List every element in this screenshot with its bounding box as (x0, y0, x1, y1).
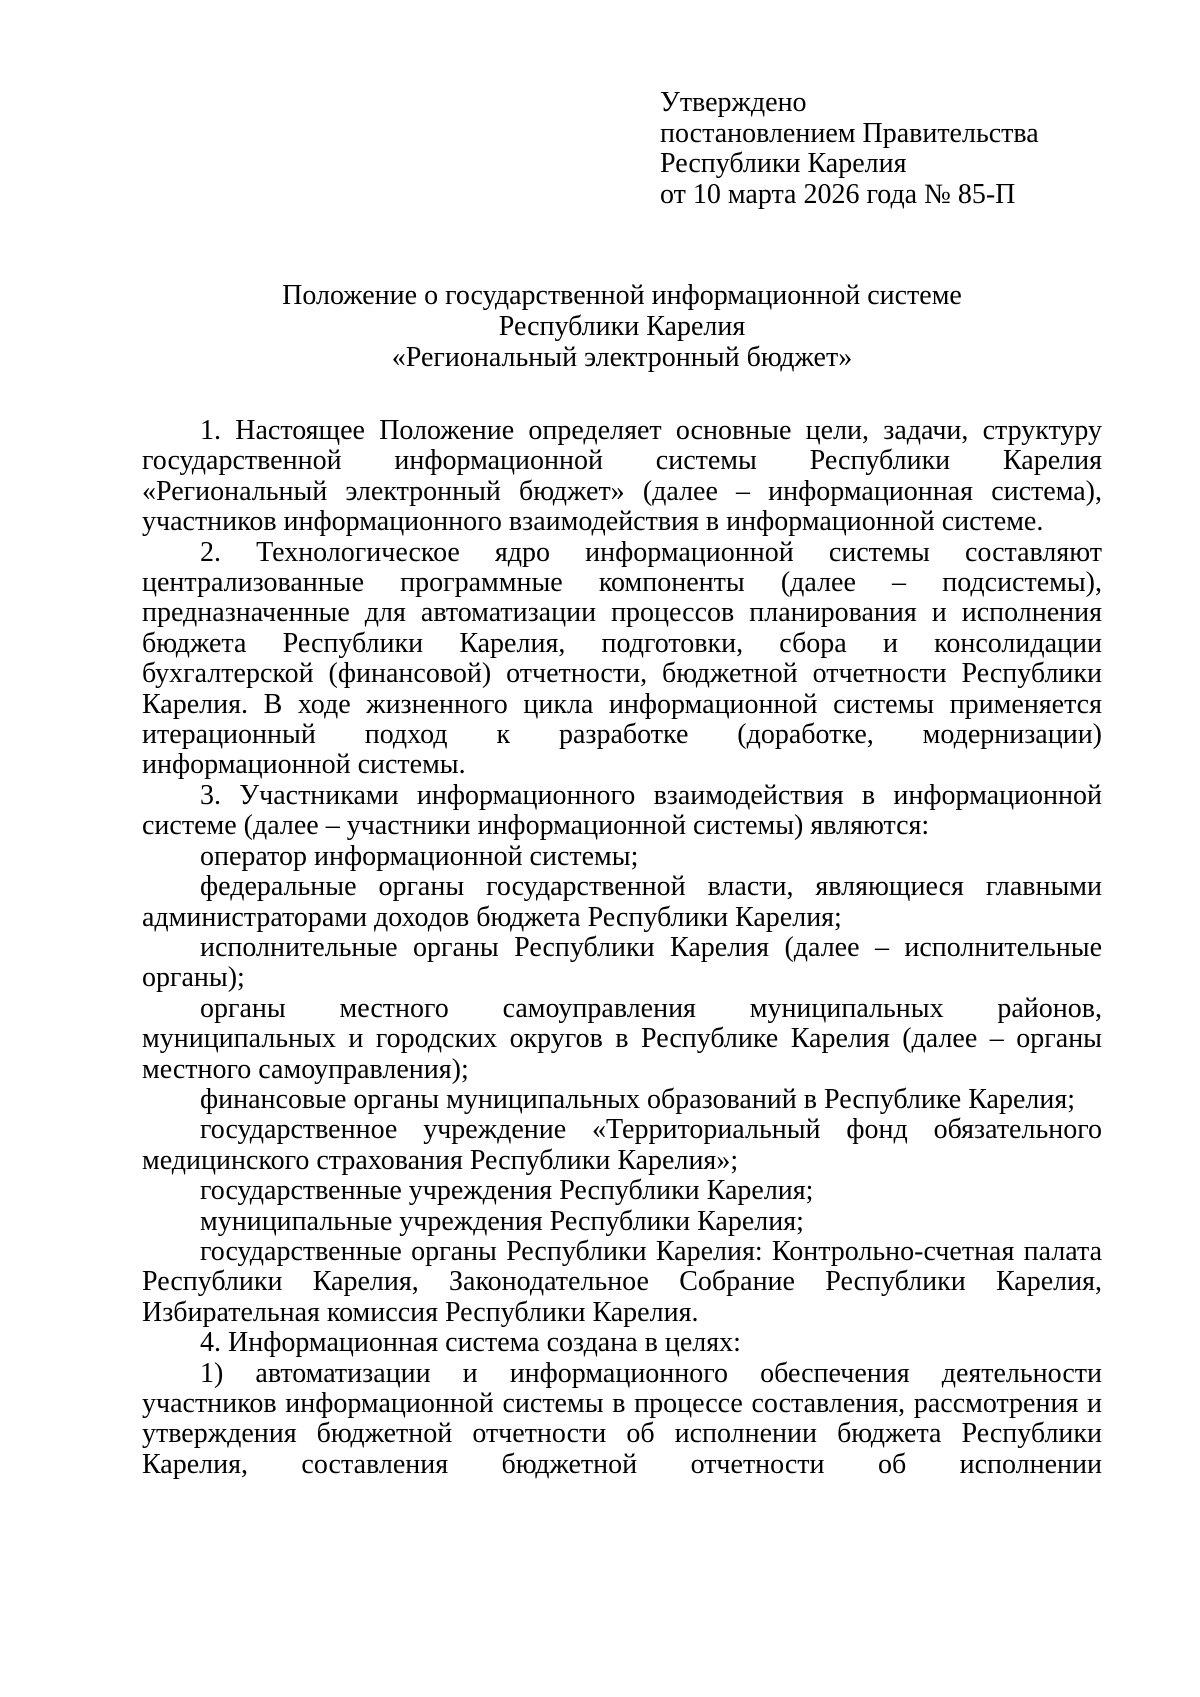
list-item: государственные учреждения Республики Карелия; (200, 1175, 814, 1207)
approval-stamp (660, 88, 1140, 211)
list-item: органы местного самоуправления муниципальных районов, муниципальных и городских округов в Республике Карелия (далее – органы местного самоуправления); (142, 992, 1102, 1085)
list-item: оператор информационной системы; (200, 840, 639, 872)
approval-line: от 10 марта 2026 года № 85-П (660, 179, 1016, 211)
title-line: «Региональный электронный бюджет» (391, 342, 853, 373)
list-item: государственное учреждение «Территориальный фонд обязательного медицинского страхования Республики Карелия»; (142, 1114, 1102, 1176)
paragraph: 4. Информационная система создана в целях: (200, 1327, 741, 1359)
list-item: федеральные органы государственной власти, являющиеся главными администраторами доходов бюджета Республики Карелия; (142, 871, 1102, 933)
document-body (142, 416, 1102, 1480)
paragraph: 2. Технологическое ядро информационной системы составляют централизованные программные компоненты (далее – подсистемы), предназначенные для автоматизации процессов планирования и исполнения бюджета Республики Карелия, подготовки, сбора и консолидации бухгалтерской (финансовой) отчетности, бюджетной отчетности Республики Карелия. В ходе жизненного цикла информационной системы применяется итерационный подход к разработке (доработке, модернизации) информационной системы. (142, 536, 1102, 781)
paragraph: 1. Настоящее Положение определяет основные цели, задачи, структуру государственной информационной системы Республики Карелия «Региональный электронный бюджет» (далее – информационная система), участников информационного взаимодействия в информационной системе. (142, 415, 1102, 538)
approval-line: Утверждено (660, 87, 807, 118)
title-line: Республики Карелия (498, 311, 746, 342)
list-item: исполнительные органы Республики Карелия (далее – исполнительные органы); (142, 931, 1102, 994)
paragraph: 3. Участниками информационного взаимодействия в информационной системе (далее – участники информационной системы) являются: (142, 779, 1102, 842)
approval-line: Республики Карелия (660, 148, 907, 180)
list-item: муниципальные учреждения Республики Карелия; (200, 1205, 804, 1237)
list-item: финансовые органы муниципальных образований в Республике Карелия; (200, 1083, 1075, 1115)
approval-line: постановлением Правительства (660, 117, 1039, 149)
list-item: государственные органы Республики Карелия: Контрольно-счетная палата Республики Карелия, Законодательное Собрание Республики Карелия, Избирательная комиссия Республики Карелия. (142, 1235, 1102, 1328)
document-title (142, 280, 1102, 373)
list-item: 1) автоматизации и информационного обеспечения деятельности участников информационной системы в процессе составления, рассмотрения и утверждения бюджетной отчетности об исполнении бюджета Республики Карелия, составления бюджетной отчетности об исполнении (142, 1357, 1102, 1480)
title-line: Положение о государственной информационной системе (282, 280, 962, 311)
